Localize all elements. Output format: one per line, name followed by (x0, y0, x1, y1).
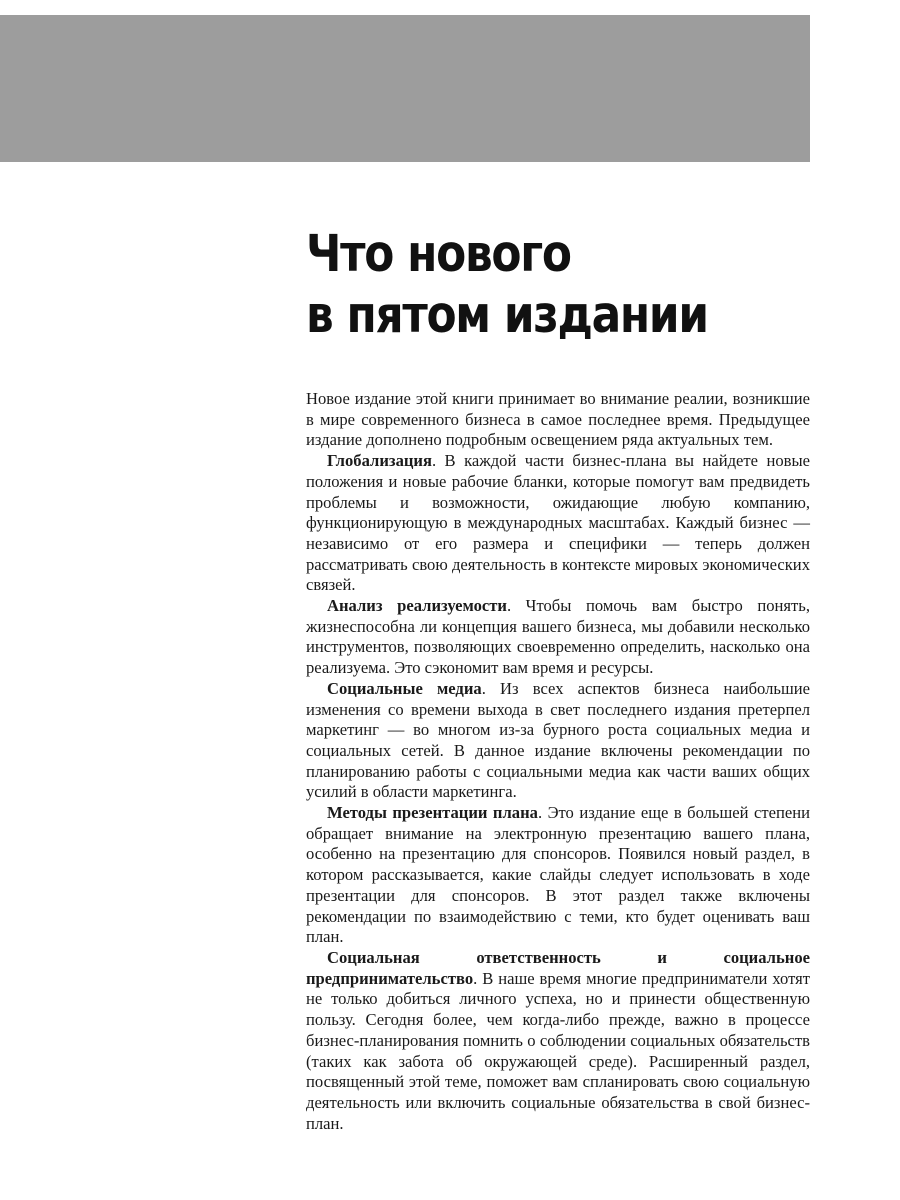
title-line-1: Что нового (306, 225, 571, 284)
term-globalization: Глобализация (327, 451, 432, 471)
title-line-2: в пятом издании (306, 286, 708, 345)
text-social-media: . Из всех аспектов бизнеса наибольшие изменения со времени выхода в свет последнего издания претерпел маркетинг — во многом из-за бурного роста социальных медиа и социальных сетей. В данное издание включены рекомендации по планированию работы с социальными медиа как части ваших общих усилий в области маркетинга. (306, 678, 810, 802)
text-social-responsibility: . В наше время многие предприниматели хотят не только добиться личного успеха, но и принести общественную пользу. Сегодня более, чем когда-либо прежде, важно в процессе бизнес-планирования помнить о соблюдении социальных обязательств (таких как забота об окружающей среде). Расширенный раздел, посвященный этой теме, поможет вам спланировать свою социальную деятельность или включить социальные обязательства в свой бизнес-план. (306, 968, 810, 1133)
term-feasibility: Анализ реализуемости (327, 596, 507, 616)
page-title (306, 224, 708, 346)
term-social-responsibility: Социальная ответственность и социальное предпринимательство (306, 947, 810, 988)
body-text (306, 389, 810, 1134)
paragraph-presentation (306, 803, 810, 948)
paragraph-social-media (306, 679, 810, 803)
paragraph-social-responsibility (306, 948, 810, 1134)
term-social-media: Социальные медиа (327, 678, 482, 698)
text-presentation: . Это издание еще в большей степени обращает внимание на электронную презентацию вашего плана, особенно на презентацию для спонсоров. Появился новый раздел, в котором рассказывается, какие слайды следует использовать в ходе презентации для спонсоров. В этот раздел также включены рекомендации по взаимодействию с теми, кто будет оценивать ваш план. (306, 803, 810, 947)
text-feasibility: . Чтобы помочь вам быстро понять, жизнеспособна ли концепция вашего бизнеса, мы добавили несколько инструментов, позволяющих своевременно определить, насколько она реализуема. Это сэкономит вам время и ресурсы. (306, 596, 810, 678)
header-gray-band (0, 15, 810, 162)
intro-paragraph: Новое издание этой книги принимает во внимание реалии, возникшие в мире современного бизнеса в самое последнее время. Предыдущее издание дополнено подробным освещением ряда актуальных тем. (306, 389, 810, 450)
paragraph-feasibility (306, 596, 810, 679)
term-presentation: Методы презентации плана (327, 803, 538, 823)
text-globalization: . В каждой части бизнес-плана вы найдете новые положения и новые рабочие бланки, которые помогут вам предвидеть проблемы и возможности, ожидающие любую компанию, функционирующую в международных масштабах. Каждый бизнес — независимо от его размера и специфики — теперь должен рассматривать свою деятельность в контексте мировых экономических связей. (306, 451, 810, 595)
paragraph-globalization (306, 451, 810, 596)
